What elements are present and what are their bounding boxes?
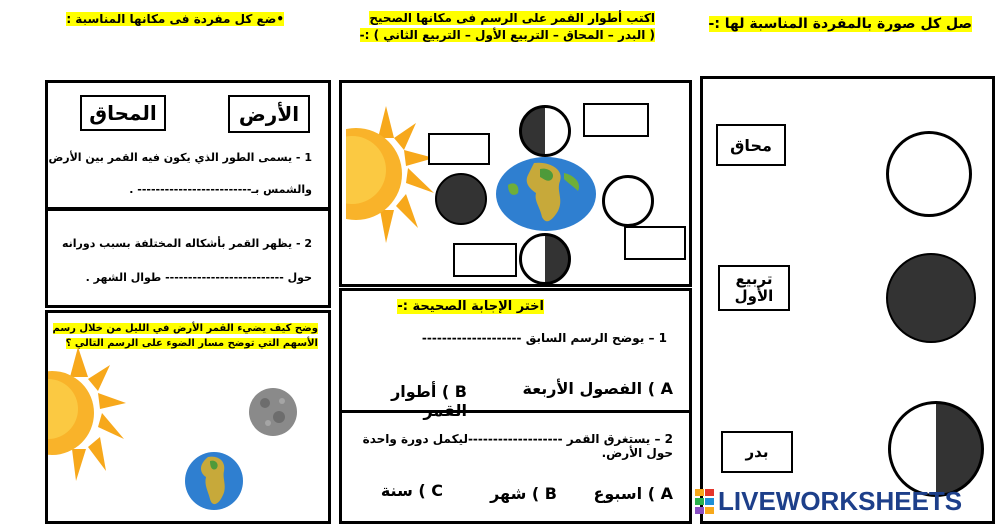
liveworksheets-logo <box>695 486 962 517</box>
phase-answer-bottom[interactable] <box>453 243 517 277</box>
moon-bottom-quarter-icon <box>519 233 571 285</box>
sun-icon <box>346 98 436 248</box>
liveworksheets-text: LIVEWORKSHEETS <box>718 486 963 516</box>
moon-top-quarter-icon <box>519 105 571 157</box>
word-box-earth[interactable]: الأرض <box>228 95 310 133</box>
mcq-divider <box>342 410 689 413</box>
light-path-panel <box>45 310 331 524</box>
moon-phases-panel <box>339 80 692 287</box>
fill-in-panel <box>45 80 331 210</box>
full-moon-icon <box>886 253 976 343</box>
question-2-line-1: 2 - يظهر القمر بأشكاله المختلفة بسبب دورانه <box>61 237 312 250</box>
mcq-q1-option-b[interactable]: B ) أطوار <box>391 382 467 401</box>
liveworksheets-icon <box>695 489 715 515</box>
mcq-question-1: 1 – يوضح الرسم السابق -------------------- <box>421 331 667 345</box>
question-2-line-2[interactable]: حول -------------------------- طوال الشهر . <box>85 271 312 284</box>
match-word-new-moon[interactable]: محاق <box>716 124 786 166</box>
moon-right-new-icon <box>602 175 654 227</box>
mcq-panel <box>339 288 692 524</box>
header-fill-in: •ضع كل مفردة فى مكانها المناسبة : <box>66 12 284 26</box>
new-moon-icon <box>886 131 972 217</box>
question-1-line-2[interactable]: والشمس بـ------------------------- . <box>129 183 312 196</box>
first-quarter-moon-icon <box>888 401 984 497</box>
light-path-instruction: وضح كيف يضيء القمر الأرض في الليل من خلال رسم الأسهم التي توضح مسار الضوء على الرسم التالي ؟ <box>52 323 318 349</box>
moon-left-full-icon <box>435 173 487 225</box>
phase-answer-right[interactable] <box>624 226 686 260</box>
match-word-first-quarter[interactable]: تربيع الأول <box>718 265 790 311</box>
moon-gray-icon <box>248 387 298 437</box>
header-matching: صل كل صورة بالمفردة المناسبة لها :- <box>708 16 972 32</box>
header-moon-phases: اكتب أطوار القمر على الرسم فى مكانها الصحيح ( البدر – المحاق – التربيع الأول – التربيع الثاني ) :- <box>359 11 655 42</box>
mcq-q1-option-a[interactable]: A ) الفصول الأربعة <box>522 379 673 398</box>
mcq-q2-option-a[interactable]: A ) اسبوع <box>593 484 673 503</box>
mcq-q2-option-b[interactable]: B ) شهر <box>490 484 557 503</box>
question-1-line-1: 1 - يسمى الطور الذي يكون فيه القمر بين الأرض <box>48 151 312 164</box>
earth-icon <box>494 155 598 233</box>
phase-answer-top[interactable] <box>583 103 649 137</box>
earth-icon-small <box>184 449 244 513</box>
match-word-full-moon[interactable]: بدر <box>721 431 793 473</box>
sun-icon-small <box>48 343 128 483</box>
word-box-new-moon[interactable]: المحاق <box>80 95 166 131</box>
mcq-title: اختر الإجابة الصحيحة :- <box>397 299 544 314</box>
phase-answer-left[interactable] <box>428 133 490 165</box>
mcq-question-2: 2 – يستغرق القمر -------------------ليكمل دورة واحدة حول الأرض. <box>362 432 673 460</box>
matching-panel <box>700 76 995 524</box>
mcq-q2-option-c[interactable]: C ) سنة <box>380 481 443 500</box>
fill-in-panel-2 <box>45 208 331 308</box>
